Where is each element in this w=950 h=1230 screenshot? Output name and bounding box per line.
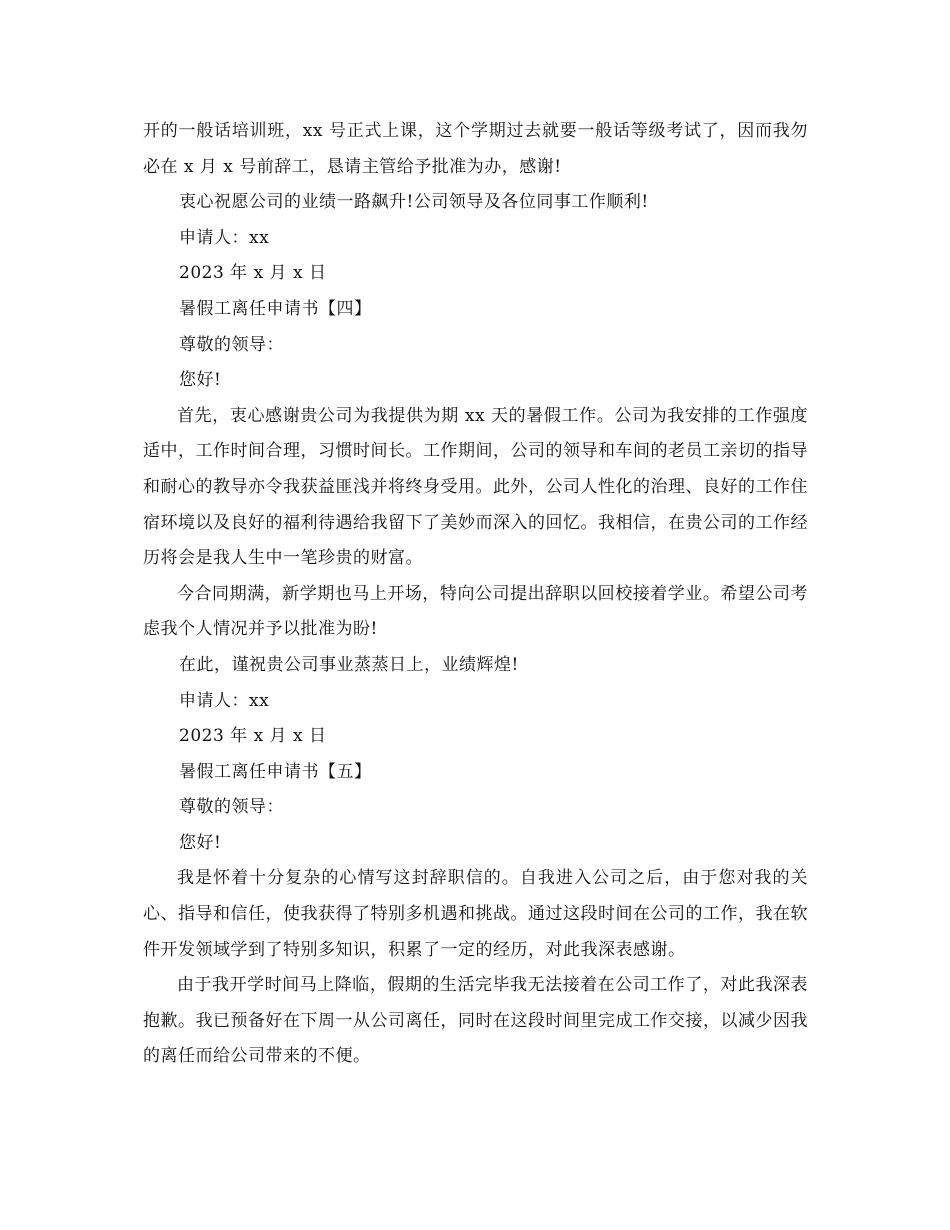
wish-line: 衷心祝愿公司的业绩一路飙升!公司领导及各位同事工作顺利! [179, 192, 649, 213]
date-line: 2023 年 x 月 x 日 [179, 263, 327, 284]
section-title-4: 暑假工离任申请书【四】 [179, 298, 372, 319]
date-line-4: 2023 年 x 月 x 日 [179, 726, 327, 747]
document-body [143, 114, 808, 1075]
paragraph-4-2: 今合同期满，新学期也马上开场，特向公司提出辞职以回校接着学业。希望公司考虑我个人情况并予以批准为盼! [143, 583, 808, 640]
salutation-4: 尊敬的领导： [179, 334, 284, 355]
salutation-5: 尊敬的领导： [179, 797, 284, 818]
greeting-4: 您好! [179, 370, 222, 391]
section-title-5: 暑假工离任申请书【五】 [179, 761, 372, 782]
applicant-line: 申请人：xx [179, 227, 270, 248]
paragraph-4-1: 首先，衷心感谢贵公司为我提供为期 xx 天的暑假工作。公司为我安排的工作强度适中，工作时间合理，习惯时间长。工作期间，公司的领导和车间的老员工亲切的指导和耐心的教导亦令我获益匪浅并将终身受用。此外，公司人性化的治理、良好的工作住宿环境以及良好的福利待遇给我留下了美妙而深入的回忆。我相信，在贵公司的工作经历将会是我人生中一笔珍贵的财富。 [143, 405, 808, 569]
paragraph-4-3: 在此，谨祝贵公司事业蒸蒸日上，业绩辉煌! [179, 654, 519, 675]
greeting-5: 您好! [179, 832, 222, 853]
paragraph-continuation: 开的一般话培训班，xx 号正式上课，这个学期过去就要一般话等级考试了，因而我勿必在 x 月 x 号前辞工，恳请主管给予批准为办，感谢! [143, 121, 808, 177]
paragraph-5-1: 我是怀着十分复杂的心情写这封辞职信的。自我进入公司之后，由于您对我的关心、指导和信任，使我获得了特别多机遇和挑战。通过这段时间在公司的工作，我在软件开发领域学到了特别多知识，积累了一定的经历，对此我深表感谢。 [143, 868, 808, 960]
paragraph-5-2: 由于我开学时间马上降临，假期的生活完毕我无法接着在公司工作了，对此我深表抱歉。我已预备好在下周一从公司离任，同时在这段时间里完成工作交接，以减少因我的离任而给公司带来的不便。 [143, 975, 808, 1067]
applicant-line-4: 申请人：xx [179, 690, 270, 711]
